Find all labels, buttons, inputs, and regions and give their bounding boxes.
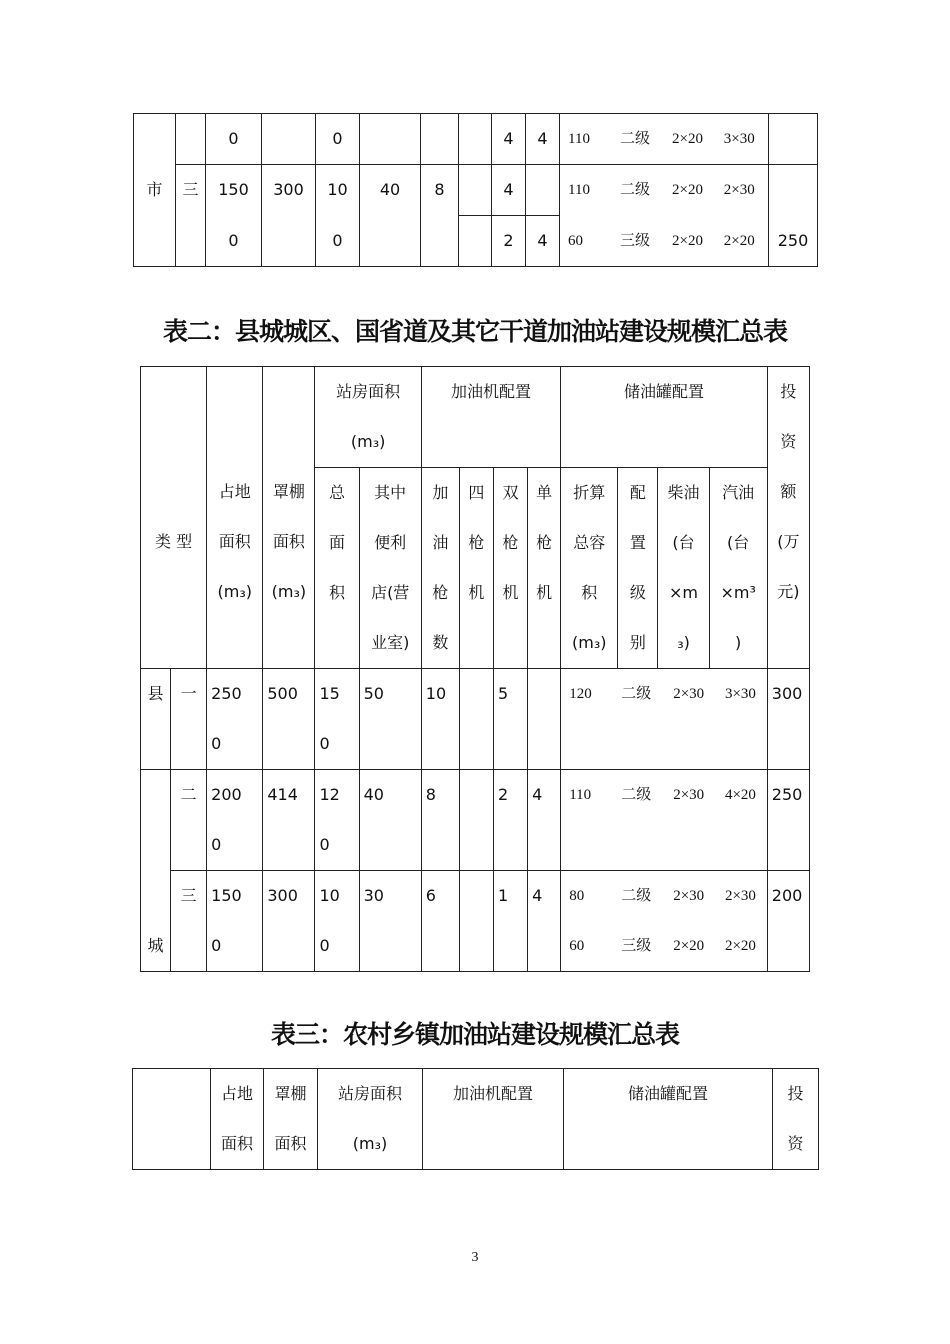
table2-shop: 50 (359, 669, 421, 770)
table2-header-type: 类 型 (141, 367, 207, 669)
table1-gun4: 4 (492, 114, 526, 165)
table2-header-canopy: 罩棚 面积 (m₃) (263, 367, 315, 669)
table2-tank-config: 80 二级 2×30 2×30 60 三级 2×20 2×20 (561, 871, 768, 972)
table2-header-dispenser: 加油机配置 (421, 367, 560, 468)
table1-invest: 250 (769, 165, 818, 267)
table2-header-station: 站房面积 (m₃) (315, 367, 421, 468)
table2-station: 12 0 (315, 770, 359, 871)
table1-tank-config: 60 三级 2×20 2×20 (560, 216, 769, 267)
table2-canopy: 500 (263, 669, 315, 770)
table2-station: 15 0 (315, 669, 359, 770)
table1-tank-config: 110 二级 2×20 2×30 (560, 165, 769, 216)
table1-station: 10 (316, 165, 360, 216)
table2-type-a: 县 (141, 669, 171, 770)
table1-land: 0 (206, 114, 262, 165)
table2-header-invest: 投 资 额 (万 元) (767, 367, 809, 669)
table2-guns: 8 (421, 770, 459, 871)
table1-gun4: 4 (492, 165, 526, 216)
table2-land: 200 0 (207, 770, 263, 871)
table1-type-a: 市 (134, 114, 176, 267)
table2-header-row-1 (141, 367, 810, 468)
table3-header-tank: 储油罐配置 (564, 1069, 773, 1170)
table2-header-station-total: 总 面 积 (315, 468, 359, 669)
table2-header-tank-level: 配 置 级 别 (618, 468, 658, 669)
table2-land: 150 0 (207, 871, 263, 972)
table1-gun2: 4 (526, 114, 560, 165)
table1-gun4: 2 (492, 216, 526, 267)
table2-double: 5 (493, 669, 527, 770)
table1-row-0 (134, 114, 818, 165)
table2-header-disp-double: 双 枪 机 (493, 468, 527, 669)
table2-type-a-city: 城 (141, 770, 171, 972)
table3-header-canopy: 罩棚 面积 (264, 1069, 318, 1170)
table3-header-row (133, 1069, 819, 1170)
table2-single (528, 669, 561, 770)
table2-double: 2 (493, 770, 527, 871)
table3-header-land: 占地 面积 (211, 1069, 264, 1170)
table2-title: 表二：县城城区、国省道及其它干道加油站建设规模汇总表 (162, 317, 787, 346)
table2-single: 4 (528, 770, 561, 871)
table1 (133, 113, 818, 267)
table2-header-tank-gasoline: 汽油 (台 ×m³ ) (709, 468, 767, 669)
table2-four (459, 871, 493, 972)
table1-station-cont: 0 (316, 216, 360, 267)
table2-invest: 250 (767, 770, 809, 871)
table2 (140, 366, 810, 972)
table2-shop: 30 (359, 871, 421, 972)
table2-header-disp-four: 四 枪 机 (459, 468, 493, 669)
table1-shop: 40 (360, 165, 421, 267)
page-number: 3 (471, 1250, 479, 1265)
table2-double: 1 (493, 871, 527, 972)
table1-guns: 8 (421, 165, 459, 267)
table2-four (459, 669, 493, 770)
table2-header-disp-single: 单 枪 机 (528, 468, 561, 669)
table2-guns: 10 (421, 669, 459, 770)
table2-invest: 200 (767, 871, 809, 972)
table2-header-tank-cap: 折算 总容 积 (m₃) (561, 468, 618, 669)
table2-header-disp-guns: 加 油 枪 数 (421, 468, 459, 669)
table3-header-invest: 投 资 (773, 1069, 819, 1170)
table3-header-station: 站房面积 (m₃) (318, 1069, 423, 1170)
table2-single: 4 (528, 871, 561, 972)
table2-header-tank-diesel: 柴油 (台 ×m ₃) (658, 468, 709, 669)
table2-header-station-shop: 其中 便利 店(营 业室) (359, 468, 421, 669)
table2-header-tank: 储油罐配置 (561, 367, 768, 468)
table3-title: 表三：农村乡镇加油站建设规模汇总表 (270, 1020, 679, 1049)
table1-type-b: 三 (176, 165, 206, 267)
table2-invest: 300 (767, 669, 809, 770)
table2-canopy: 300 (263, 871, 315, 972)
table2-guns: 6 (421, 871, 459, 972)
table1-land: 150 (206, 165, 262, 216)
table1-canopy: 300 (262, 165, 316, 267)
table2-row-2 (141, 770, 810, 871)
table1-station: 0 (316, 114, 360, 165)
table1-row-2 (134, 216, 818, 267)
table2-four (459, 770, 493, 871)
table2-row-3 (141, 871, 810, 972)
table2-land: 250 0 (207, 669, 263, 770)
table2-tank-config: 120 二级 2×30 3×30 (561, 669, 768, 770)
table2-canopy: 414 (263, 770, 315, 871)
table2-header-land: 占地 面积 (m₃) (207, 367, 263, 669)
table3 (132, 1068, 819, 1170)
table2-shop: 40 (359, 770, 421, 871)
table2-type-b: 二 (171, 770, 207, 871)
table1-gun2: 4 (526, 216, 560, 267)
table3-header-dispenser: 加油机配置 (423, 1069, 564, 1170)
table1-row-1 (134, 165, 818, 216)
table2-type-b: 三 (171, 871, 207, 972)
table1-land-cont: 0 (206, 216, 262, 267)
table2-row-1 (141, 669, 810, 770)
table2-tank-config: 110 二级 2×30 4×20 (561, 770, 768, 871)
table1-tank-config: 110 二级 2×20 3×30 (560, 114, 769, 165)
table2-station: 10 0 (315, 871, 359, 972)
table2-type-b: 一 (171, 669, 207, 770)
